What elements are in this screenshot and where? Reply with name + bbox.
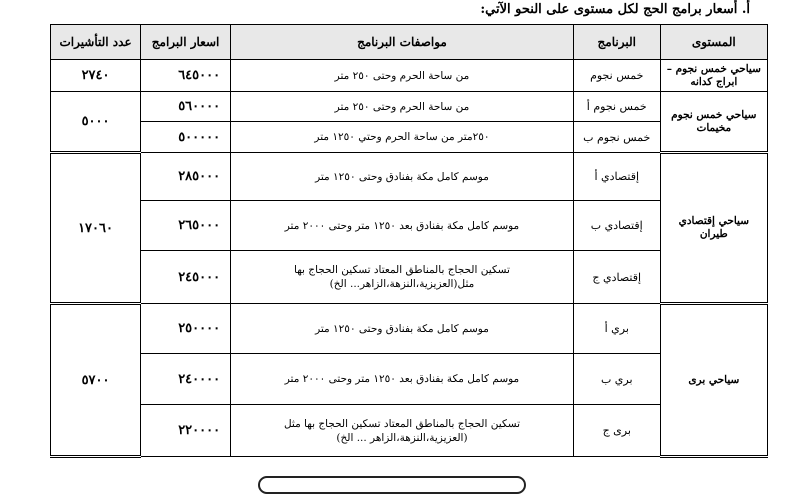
specs-cell: تسكين الحجاج بالمناطق المعتاد تسكين الحجاج بها مثل (العزيزية،النزهة،الزاهر ... الخ) (231, 405, 574, 457)
program-cell: خمس نجوم (573, 60, 660, 92)
program-cell: برى ج (573, 405, 660, 457)
price-cell: ٢٤٥٠٠٠ (141, 251, 231, 304)
program-cell: إقتصادي ب (573, 201, 660, 251)
level-cell: سياحي إقتصادي طيران (660, 153, 767, 304)
price-cell: ٥٦٠٠٠٠ (141, 92, 231, 122)
section-heading: أ. أسعار برامج الحج لكل مستوى على النحو الآتي: (480, 2, 750, 17)
visas-cell: ١٧٠٦٠ (51, 153, 141, 304)
table-row (51, 354, 768, 405)
specs-cell: من ساحة الحرم وحتى ٢٥٠ متر (231, 92, 574, 122)
price-cell: ٢٦٥٠٠٠ (141, 201, 231, 251)
specs-cell: موسم كامل مكة بفنادق وحتى ١٢٥٠ متر (231, 304, 574, 354)
price-cell: ٢٥٠٠٠٠ (141, 304, 231, 354)
level-cell: سياحي برى (660, 304, 767, 457)
table-row (51, 304, 768, 354)
table-row (51, 251, 768, 304)
specs-cell: تسكين الحجاج بالمناطق المعتاد تسكين الحجاج بها مثل(العزيزية،النزهة،الزاهر... الخ) (231, 251, 574, 304)
table-row (51, 153, 768, 201)
price-cell: ٢٢٠٠٠٠ (141, 405, 231, 457)
header-visas: عدد التأشيرات (51, 25, 141, 60)
table-header-row (51, 25, 768, 60)
table-row (51, 201, 768, 251)
specs-cell: موسم كامل مكة بفنادق وحتى ١٢٥٠ متر (231, 153, 574, 201)
table-row (51, 122, 768, 153)
hajj-prices-table (50, 24, 768, 458)
header-level: المستوى (660, 25, 767, 60)
program-cell: خمس نجوم أ (573, 92, 660, 122)
program-cell: بري أ (573, 304, 660, 354)
price-cell: ٥٠٠٠٠٠ (141, 122, 231, 153)
price-cell: ٢٤٠٠٠٠ (141, 354, 231, 405)
level-cell: سياحي خمس نجوم – ابراج كدانه (660, 60, 767, 92)
specs-cell: من ساحة الحرم وحتى ٢٥٠ متر (231, 60, 574, 92)
header-program: البرنامج (573, 25, 660, 60)
header-price: اسعار البرامج (141, 25, 231, 60)
page-footer-frame (258, 476, 526, 494)
program-cell: خمس نجوم ب (573, 122, 660, 153)
table-row (51, 92, 768, 122)
program-cell: إقتصادي ج (573, 251, 660, 304)
price-cell: ٢٨٥٠٠٠ (141, 153, 231, 201)
table-row (51, 60, 768, 92)
header-specs: مواصفات البرنامج (231, 25, 574, 60)
table-row (51, 405, 768, 457)
level-cell: سياحي خمس نجوم مخيمات (660, 92, 767, 153)
program-cell: إقتصادي أ (573, 153, 660, 201)
visas-cell: ٢٧٤٠ (51, 60, 141, 92)
price-cell: ٦٤٥٠٠٠ (141, 60, 231, 92)
visas-cell: ٥٠٠٠ (51, 92, 141, 153)
specs-cell: ٢٥٠متر من ساحة الحرم وحتي ١٢٥٠ متر (231, 122, 574, 153)
specs-cell: موسم كامل مكة بفنادق بعد ١٢٥٠ متر وحتى ٢٠٠٠ متر (231, 201, 574, 251)
visas-cell: ٥٧٠٠ (51, 304, 141, 457)
specs-cell: موسم كامل مكة بفنادق بعد ١٢٥٠ متر وحتى ٢٠٠٠ متر (231, 354, 574, 405)
program-cell: بري ب (573, 354, 660, 405)
